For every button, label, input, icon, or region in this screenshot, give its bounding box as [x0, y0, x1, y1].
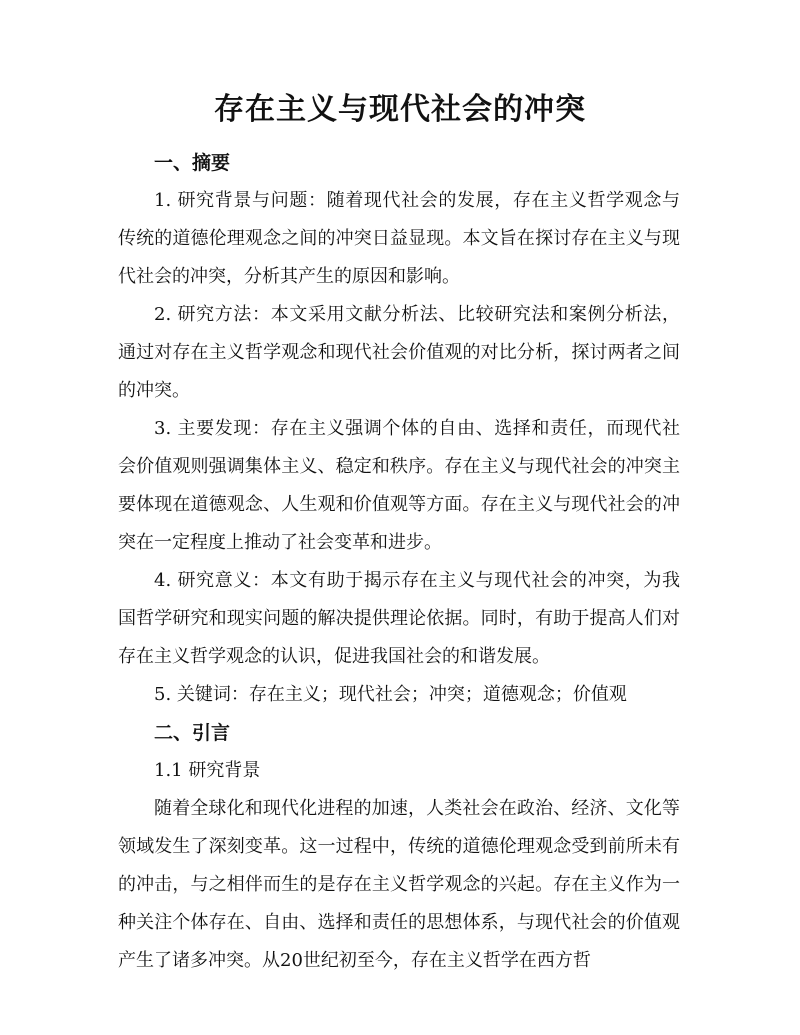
intro-paragraph: 随着全球化和现代化进程的加速，人类社会在政治、经济、文化等领域发生了深刻变革。这一过程中，传统的道德伦理观念受到前所未有的冲击，与之相伴而生的是存在主义哲学观念的兴起。存在主义作为一种关注个体存在、自由、选择和责任的思想体系，与现代社会的价值观产生了诸多冲突。从20世纪初至今，存在主义哲学在西方哲: [118, 798, 680, 971]
section-heading-abstract: 一、摘要: [154, 152, 231, 174]
abstract-item-1: 1. 研究背景与问题：随着现代社会的发展，存在主义哲学观念与传统的道德伦理观念之间的冲突日益显现。本文旨在探讨存在主义与现代社会的冲突，分析其产生的原因和影响。: [118, 190, 680, 287]
abstract-item-2: 2. 研究方法：本文采用文献分析法、比较研究法和案例分析法，通过对存在主义哲学观念和现代社会价值观的对比分析，探讨两者之间的冲突。: [118, 304, 680, 401]
document-body: [118, 144, 680, 980]
subsection-heading-background: 1.1 研究背景: [154, 760, 261, 781]
abstract-item-3: 3. 主要发现：存在主义强调个体的自由、选择和责任，而现代社会价值观则强调集体主义、稳定和秩序。存在主义与现代社会的冲突主要体现在道德观念、人生观和价值观等方面。存在主义与现代社会的冲突在一定程度上推动了社会变革和进步。: [118, 418, 680, 553]
abstract-item-5-keywords: 5. 关键词：存在主义；现代社会；冲突；道德观念；价值观: [154, 684, 627, 705]
abstract-item-4: 4. 研究意义：本文有助于揭示存在主义与现代社会的冲突，为我国哲学研究和现实问题的解决提供理论依据。同时，有助于提高人们对存在主义哲学观念的认识，促进我国社会的和谐发展。: [118, 570, 680, 667]
document-title: 存在主义与现代社会的冲突: [214, 92, 586, 127]
section-heading-introduction: 二、引言: [154, 722, 231, 744]
